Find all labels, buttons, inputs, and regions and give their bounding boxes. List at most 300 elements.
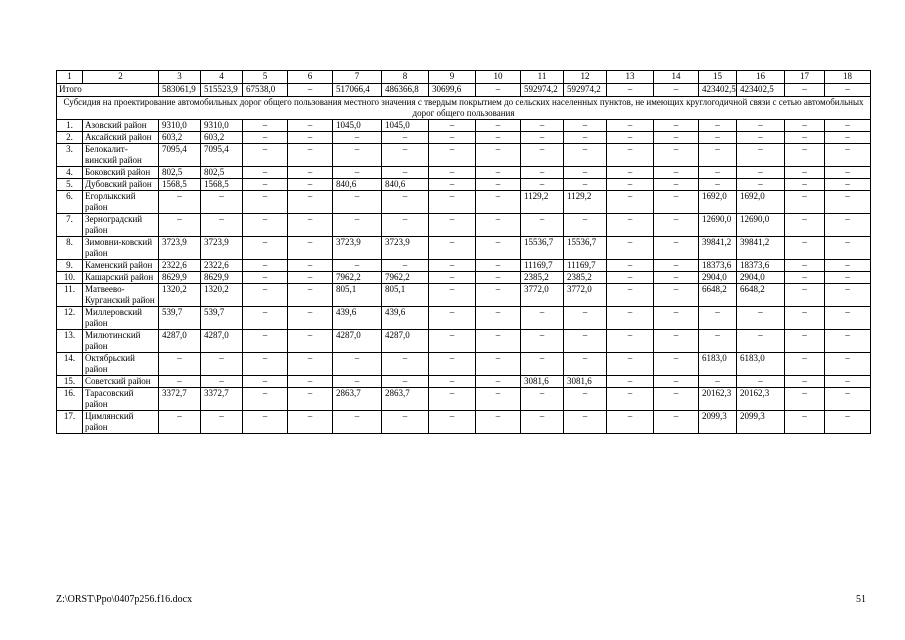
value-cell: – [654, 284, 699, 307]
value-cell: – [476, 179, 521, 191]
value-cell: – [564, 144, 607, 167]
district-name: Егорлыкский район [83, 191, 159, 214]
value-cell: – [429, 388, 476, 411]
value-cell: – [785, 411, 825, 434]
value-cell: – [476, 353, 521, 376]
value-cell: – [564, 120, 607, 132]
value-cell: – [737, 144, 785, 167]
table-row [57, 388, 871, 411]
value-cell: – [288, 132, 333, 144]
value-cell: – [564, 330, 607, 353]
value-cell: – [825, 167, 871, 179]
value-cell: – [476, 307, 521, 330]
table-row [57, 132, 871, 144]
table-row [57, 284, 871, 307]
value-cell: – [429, 214, 476, 237]
value-cell: – [699, 307, 737, 330]
value-cell: – [785, 330, 825, 353]
row-number: 1. [57, 120, 83, 132]
value-cell: – [825, 353, 871, 376]
value-cell: – [429, 132, 476, 144]
value-cell: – [476, 191, 521, 214]
district-name: Аксайский район [83, 132, 159, 144]
value-cell: – [333, 132, 382, 144]
value-cell: – [521, 353, 564, 376]
table-row [57, 272, 871, 284]
value-cell: – [429, 284, 476, 307]
value-cell: – [476, 388, 521, 411]
value-cell: – [825, 191, 871, 214]
data-table [56, 70, 871, 434]
value-cell: 439,6 [382, 307, 429, 330]
section-title: Субсидия на проектирование автомобильных дорог общего пользования местного значения с твердым покрытием до сельских населенных пунктов, не имеющих круглогодичной связи с сетью автомобильных дорог общего пользования [57, 97, 871, 120]
value-cell: 2904,0 [737, 272, 785, 284]
value-cell: – [654, 167, 699, 179]
value-cell: 802,5 [159, 167, 201, 179]
value-cell: – [476, 272, 521, 284]
district-name: Миллеровский район [83, 307, 159, 330]
value-cell: – [607, 411, 654, 434]
value-cell: – [607, 260, 654, 272]
value-cell: – [825, 120, 871, 132]
value-cell: – [737, 120, 785, 132]
value-cell: – [654, 388, 699, 411]
value-cell: – [333, 411, 382, 434]
value-cell: 6183,0 [737, 353, 785, 376]
table-row [57, 237, 871, 260]
value-cell: – [201, 353, 243, 376]
footer-file-path: Z:\ORST\Ppo\0407p256.f16.docx [56, 594, 193, 605]
value-cell: 1568,5 [201, 179, 243, 191]
value-cell: – [785, 353, 825, 376]
value-cell: – [333, 260, 382, 272]
value-cell: – [521, 144, 564, 167]
value-cell: 840,6 [382, 179, 429, 191]
total-cell: 592974,2 [521, 84, 564, 97]
row-number: 12. [57, 307, 83, 330]
value-cell: – [607, 214, 654, 237]
value-cell: – [654, 120, 699, 132]
value-cell: – [825, 376, 871, 388]
column-number-header: 14 [654, 71, 699, 84]
value-cell: 20162,3 [699, 388, 737, 411]
value-cell: – [564, 167, 607, 179]
value-cell: – [288, 307, 333, 330]
row-number: 15. [57, 376, 83, 388]
district-name: Зимовни-ковский район [83, 237, 159, 260]
value-cell: – [476, 132, 521, 144]
value-cell: – [159, 191, 201, 214]
value-cell: – [825, 411, 871, 434]
value-cell: 3081,6 [564, 376, 607, 388]
row-number: 8. [57, 237, 83, 260]
value-cell: 3372,7 [201, 388, 243, 411]
value-cell: – [429, 411, 476, 434]
value-cell: – [737, 132, 785, 144]
value-cell: – [825, 214, 871, 237]
district-name: Каменский район [83, 260, 159, 272]
value-cell: – [785, 260, 825, 272]
value-cell: 2385,2 [521, 272, 564, 284]
value-cell: 1692,0 [737, 191, 785, 214]
row-number: 14. [57, 353, 83, 376]
value-cell: – [785, 272, 825, 284]
row-number: 7. [57, 214, 83, 237]
value-cell: – [699, 167, 737, 179]
value-cell: – [476, 411, 521, 434]
value-cell: 9310,0 [159, 120, 201, 132]
value-cell: – [699, 376, 737, 388]
value-cell: – [825, 388, 871, 411]
value-cell: 603,2 [159, 132, 201, 144]
value-cell: – [654, 376, 699, 388]
value-cell: 2322,6 [201, 260, 243, 272]
value-cell: 2385,2 [564, 272, 607, 284]
value-cell: 15536,7 [521, 237, 564, 260]
value-cell: – [159, 353, 201, 376]
value-cell: – [654, 353, 699, 376]
value-cell: – [476, 167, 521, 179]
value-cell: – [159, 411, 201, 434]
value-cell: – [429, 330, 476, 353]
value-cell: – [333, 214, 382, 237]
row-number: 4. [57, 167, 83, 179]
value-cell: – [333, 353, 382, 376]
value-cell: – [429, 120, 476, 132]
value-cell: 539,7 [201, 307, 243, 330]
value-cell: – [476, 214, 521, 237]
column-number-header: 8 [382, 71, 429, 84]
value-cell: – [382, 353, 429, 376]
value-cell: 1045,0 [382, 120, 429, 132]
value-cell: – [785, 179, 825, 191]
table-row [57, 260, 871, 272]
district-name: Белокалит-винский район [83, 144, 159, 167]
value-cell: 603,2 [201, 132, 243, 144]
column-number-header: 1 [57, 71, 83, 84]
value-cell: – [429, 353, 476, 376]
value-cell: – [243, 260, 288, 272]
value-cell: 2904,0 [699, 272, 737, 284]
value-cell: – [382, 167, 429, 179]
value-cell: – [785, 191, 825, 214]
value-cell: 3372,7 [159, 388, 201, 411]
value-cell: – [654, 214, 699, 237]
total-cell: 515523,9 [201, 84, 243, 97]
total-cell: – [654, 84, 699, 97]
value-cell: 3723,9 [333, 237, 382, 260]
value-cell: 11169,7 [564, 260, 607, 272]
value-cell: – [243, 330, 288, 353]
value-cell: – [288, 272, 333, 284]
value-cell: – [521, 167, 564, 179]
value-cell: – [201, 411, 243, 434]
value-cell: – [564, 411, 607, 434]
value-cell: – [654, 191, 699, 214]
value-cell: – [288, 284, 333, 307]
value-cell: 7962,2 [382, 272, 429, 284]
total-cell: 592974,2 [564, 84, 607, 97]
value-cell: – [825, 260, 871, 272]
value-cell: 11169,7 [521, 260, 564, 272]
value-cell: 3772,0 [521, 284, 564, 307]
value-cell: 18373,6 [699, 260, 737, 272]
value-cell: – [288, 388, 333, 411]
value-cell: – [564, 179, 607, 191]
column-number-header: 15 [699, 71, 737, 84]
value-cell: – [382, 132, 429, 144]
value-cell: – [243, 167, 288, 179]
value-cell: – [607, 237, 654, 260]
value-cell: – [737, 179, 785, 191]
value-cell: – [333, 376, 382, 388]
footer-page-number: 51 [856, 594, 866, 605]
total-cell: 423402,5 [737, 84, 785, 97]
value-cell: – [476, 237, 521, 260]
value-cell: – [243, 214, 288, 237]
value-cell: 840,6 [333, 179, 382, 191]
value-cell: – [825, 307, 871, 330]
value-cell: – [521, 307, 564, 330]
total-cell: 30699,6 [429, 84, 476, 97]
value-cell: – [333, 167, 382, 179]
value-cell: – [607, 388, 654, 411]
value-cell: – [699, 179, 737, 191]
value-cell: – [654, 132, 699, 144]
district-name: Кашарский район [83, 272, 159, 284]
value-cell: – [607, 284, 654, 307]
row-number: 6. [57, 191, 83, 214]
column-number-header: 7 [333, 71, 382, 84]
value-cell: – [288, 237, 333, 260]
value-cell: – [243, 272, 288, 284]
value-cell: – [607, 167, 654, 179]
value-cell: – [564, 388, 607, 411]
value-cell: – [243, 179, 288, 191]
section-title-row [57, 97, 871, 120]
value-cell: – [288, 191, 333, 214]
value-cell: – [564, 214, 607, 237]
total-cell: 423402,5 [699, 84, 737, 97]
value-cell: – [607, 120, 654, 132]
value-cell: – [564, 132, 607, 144]
value-cell: – [785, 376, 825, 388]
value-cell: – [288, 376, 333, 388]
table-row [57, 167, 871, 179]
value-cell: – [654, 144, 699, 167]
value-cell: 805,1 [333, 284, 382, 307]
column-number-header: 11 [521, 71, 564, 84]
value-cell: – [476, 376, 521, 388]
value-cell: – [607, 307, 654, 330]
value-cell: – [699, 120, 737, 132]
value-cell: – [825, 237, 871, 260]
value-cell: 6648,2 [737, 284, 785, 307]
value-cell: 3723,9 [382, 237, 429, 260]
value-cell: – [243, 132, 288, 144]
value-cell: 3081,6 [521, 376, 564, 388]
district-name: Советский район [83, 376, 159, 388]
value-cell: – [429, 272, 476, 284]
value-cell: 9310,0 [201, 120, 243, 132]
column-number-header: 2 [83, 71, 159, 84]
value-cell: 7095,4 [201, 144, 243, 167]
value-cell: 2863,7 [382, 388, 429, 411]
total-cell: 583061,9 [159, 84, 201, 97]
value-cell: – [699, 132, 737, 144]
value-cell: 20162,3 [737, 388, 785, 411]
value-cell: – [785, 388, 825, 411]
value-cell: – [825, 272, 871, 284]
row-number: 2. [57, 132, 83, 144]
column-number-header: 13 [607, 71, 654, 84]
value-cell: – [737, 307, 785, 330]
value-cell: 6648,2 [699, 284, 737, 307]
value-cell: 1320,2 [159, 284, 201, 307]
value-cell: 15536,7 [564, 237, 607, 260]
value-cell: – [521, 132, 564, 144]
value-cell: – [825, 132, 871, 144]
value-cell: – [654, 330, 699, 353]
value-cell: – [607, 144, 654, 167]
value-cell: – [288, 144, 333, 167]
value-cell: – [382, 260, 429, 272]
value-cell: – [382, 376, 429, 388]
row-number: 13. [57, 330, 83, 353]
value-cell: – [243, 284, 288, 307]
district-name: Боковский район [83, 167, 159, 179]
value-cell: – [201, 214, 243, 237]
value-cell: 3723,9 [201, 237, 243, 260]
value-cell: 18373,6 [737, 260, 785, 272]
value-cell: 3772,0 [564, 284, 607, 307]
value-cell: – [159, 214, 201, 237]
value-cell: – [288, 214, 333, 237]
value-cell: – [476, 330, 521, 353]
value-cell: 4287,0 [159, 330, 201, 353]
value-cell: – [476, 144, 521, 167]
row-number: 3. [57, 144, 83, 167]
value-cell: – [785, 120, 825, 132]
district-name: Азовский район [83, 120, 159, 132]
value-cell: – [654, 411, 699, 434]
value-cell: – [429, 260, 476, 272]
value-cell: – [785, 214, 825, 237]
value-cell: 7962,2 [333, 272, 382, 284]
total-label: Итого [57, 84, 159, 97]
value-cell: – [564, 353, 607, 376]
row-number: 11. [57, 284, 83, 307]
total-cell: 67538,0 [243, 84, 288, 97]
value-cell: – [607, 132, 654, 144]
value-cell: – [785, 284, 825, 307]
value-cell: – [607, 191, 654, 214]
value-cell: – [737, 376, 785, 388]
value-cell: – [607, 179, 654, 191]
value-cell: – [699, 330, 737, 353]
value-cell: – [243, 376, 288, 388]
district-name: Дубовский район [83, 179, 159, 191]
value-cell: 8629,9 [201, 272, 243, 284]
total-cell: – [825, 84, 871, 97]
value-cell: – [382, 191, 429, 214]
table-row [57, 144, 871, 167]
value-cell: – [382, 144, 429, 167]
column-number-header: 3 [159, 71, 201, 84]
column-number-header: 6 [288, 71, 333, 84]
value-cell: – [243, 411, 288, 434]
district-name: Милютинский район [83, 330, 159, 353]
row-number: 16. [57, 388, 83, 411]
column-number-header: 18 [825, 71, 871, 84]
value-cell: – [607, 272, 654, 284]
value-cell: – [607, 353, 654, 376]
value-cell: – [785, 307, 825, 330]
column-number-header: 12 [564, 71, 607, 84]
value-cell: 4287,0 [201, 330, 243, 353]
value-cell: – [201, 376, 243, 388]
row-number: 10. [57, 272, 83, 284]
table-row [57, 376, 871, 388]
district-name: Матвеево-Курганский район [83, 284, 159, 307]
header-row [57, 71, 871, 84]
value-cell: – [333, 191, 382, 214]
row-number: 5. [57, 179, 83, 191]
value-cell: 439,6 [333, 307, 382, 330]
value-cell: – [825, 330, 871, 353]
table-row [57, 411, 871, 434]
table-row [57, 179, 871, 191]
value-cell: – [825, 179, 871, 191]
value-cell: 539,7 [159, 307, 201, 330]
total-cell: – [785, 84, 825, 97]
value-cell: – [288, 260, 333, 272]
value-cell: – [654, 179, 699, 191]
value-cell: – [476, 284, 521, 307]
value-cell: – [243, 120, 288, 132]
value-cell: 2322,6 [159, 260, 201, 272]
value-cell: – [243, 353, 288, 376]
value-cell: 2863,7 [333, 388, 382, 411]
value-cell: – [564, 307, 607, 330]
value-cell: – [521, 388, 564, 411]
value-cell: – [243, 388, 288, 411]
row-number: 9. [57, 260, 83, 272]
value-cell: – [243, 237, 288, 260]
total-row [57, 84, 871, 97]
value-cell: 802,5 [201, 167, 243, 179]
value-cell: – [699, 144, 737, 167]
value-cell: 3723,9 [159, 237, 201, 260]
value-cell: 805,1 [382, 284, 429, 307]
value-cell: 8629,9 [159, 272, 201, 284]
value-cell: – [654, 272, 699, 284]
value-cell: – [737, 330, 785, 353]
value-cell: – [243, 307, 288, 330]
value-cell: – [825, 284, 871, 307]
value-cell: – [476, 260, 521, 272]
value-cell: – [159, 376, 201, 388]
value-cell: – [607, 376, 654, 388]
value-cell: – [201, 191, 243, 214]
table-row [57, 120, 871, 132]
table-row [57, 330, 871, 353]
value-cell: – [785, 167, 825, 179]
value-cell: – [429, 191, 476, 214]
value-cell: 1129,2 [521, 191, 564, 214]
value-cell: – [429, 237, 476, 260]
value-cell: 4287,0 [382, 330, 429, 353]
